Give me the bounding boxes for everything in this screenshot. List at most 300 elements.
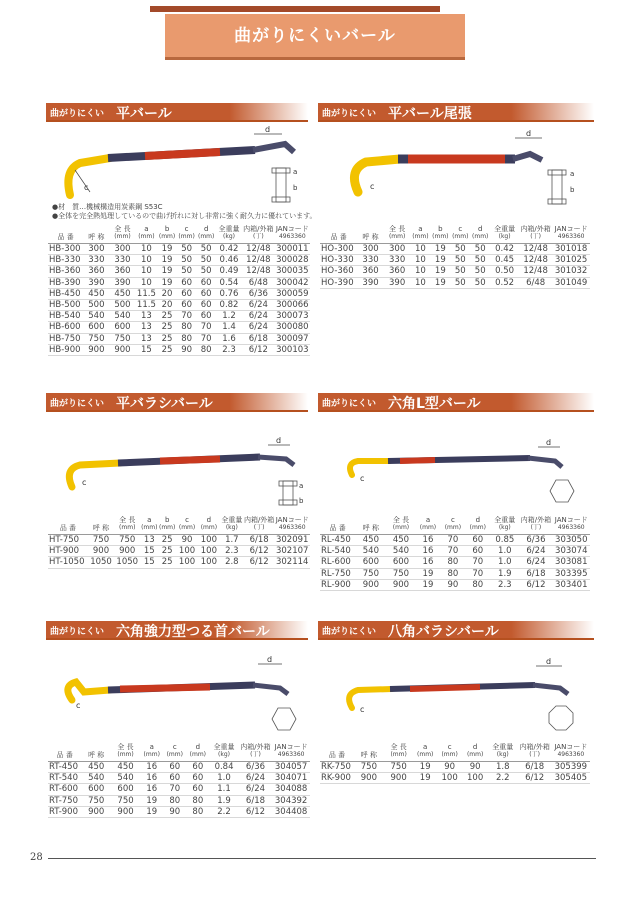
table-row: [48, 535, 310, 546]
table-cell: 12/48: [242, 266, 275, 277]
col-c: c (mm): [177, 224, 197, 244]
col-length: 全 長 (mm): [386, 515, 415, 535]
table-cell: 750: [88, 535, 114, 546]
diagram-label-b: b: [293, 184, 298, 192]
col-jan: JANコード 4963360: [552, 224, 590, 244]
table-cell: 25: [158, 535, 176, 546]
table-cell: 80: [177, 333, 197, 344]
table-cell: 13: [140, 535, 158, 546]
table-cell: 750: [114, 535, 140, 546]
table-cell: 25: [158, 546, 176, 557]
table-cell: 302091: [275, 535, 309, 546]
table-cell: 60: [196, 299, 216, 310]
table-cell: 6/48: [519, 277, 552, 288]
model-cell: RT-450: [48, 762, 82, 773]
table-cell: 330: [109, 255, 135, 266]
table-cell: 300011: [276, 244, 309, 255]
table-cell: 100: [437, 773, 463, 784]
table-cell: 11.5: [136, 300, 156, 311]
col-d: d (mm): [196, 224, 216, 244]
table-cell: 19: [414, 773, 437, 784]
section-flat-bar: [46, 103, 308, 122]
table-cell: 300: [83, 244, 109, 255]
table-row: [320, 546, 590, 557]
table-cell: 10: [136, 244, 158, 255]
table-cell: 540: [386, 546, 415, 557]
table-cell: 50: [470, 244, 490, 255]
table-cell: 1.2: [216, 311, 242, 322]
col-name: 呼 称: [88, 515, 114, 535]
col-a: a (mm): [414, 742, 437, 762]
table-cell: 6/24: [242, 322, 275, 333]
table-cell: 6/36: [242, 288, 275, 299]
table-cell: 70: [196, 322, 216, 333]
table-cell: 750: [354, 762, 384, 773]
table-cell: 390: [83, 277, 109, 288]
table-cell: 1.4: [216, 322, 242, 333]
table-cell: 540: [355, 546, 386, 557]
table-cell: 6/24: [519, 546, 552, 557]
col-length: 全 長 (mm): [384, 224, 411, 244]
table-row: [48, 762, 310, 773]
col-b: b (mm): [430, 224, 450, 244]
table-row: [320, 255, 590, 266]
table-cell: 10: [136, 255, 158, 266]
table-cell: 360: [109, 266, 135, 277]
table-cell: 6/12: [519, 579, 552, 590]
table-cell: 2.3: [216, 344, 242, 355]
model-cell: HB-450: [48, 288, 83, 299]
table-cell: 20: [157, 299, 177, 310]
col-weight: 全重量 (kg): [220, 515, 244, 535]
col-model: 品 番: [48, 742, 82, 762]
table-cell: 10: [136, 266, 158, 277]
flat-bar-illustration: [50, 125, 312, 212]
table-cell: 6/24: [242, 299, 275, 310]
col-length: 全 長 (mm): [111, 742, 140, 762]
model-cell: RL-540: [320, 546, 355, 557]
table-cell: 70: [163, 784, 186, 795]
table-cell: 750: [386, 568, 415, 579]
model-cell: HT-1050: [48, 557, 88, 568]
table-cell: 1.7: [220, 535, 244, 546]
table-cell: 0.50: [490, 266, 519, 277]
table-cell: 450: [355, 535, 386, 546]
model-cell: HB-330: [48, 255, 83, 266]
table-cell: 80: [186, 806, 209, 817]
table-cell: 50: [470, 266, 490, 277]
table-cell: 0.82: [216, 299, 242, 310]
col-weight: 全重量 (kg): [490, 515, 519, 535]
table-cell: 304392: [272, 795, 310, 806]
table-cell: 80: [196, 344, 216, 355]
table-cell: 25: [157, 344, 177, 355]
table-cell: 6/18: [518, 762, 552, 773]
table-cell: 80: [163, 795, 186, 806]
section-header: [46, 103, 308, 122]
model-cell: HO-360: [320, 266, 357, 277]
table-cell: 6/24: [242, 311, 275, 322]
table-row: [48, 288, 310, 299]
table-cell: 300059: [276, 288, 309, 299]
table-row: [320, 277, 590, 288]
table-cell: 360: [357, 266, 384, 277]
table-row: [48, 255, 310, 266]
table-cell: 0.85: [490, 535, 519, 546]
flat-bar-owari-illustration: [330, 129, 592, 214]
diagram-label-a: a: [293, 168, 298, 176]
table-cell: 1.0: [209, 773, 238, 784]
table-cell: 303081: [553, 557, 590, 568]
col-model: 品 番: [320, 742, 354, 762]
table-row: [320, 773, 590, 784]
heat-treatment-note: ●全体を完全熱処理しているので曲げ折れに対し非常に強く耐久力に優れています。: [52, 212, 317, 220]
spec-table-rt: [48, 742, 310, 818]
table-cell: 600: [83, 322, 109, 333]
svg-text:d: d: [276, 436, 282, 445]
table-cell: 19: [416, 579, 441, 590]
table-cell: 304088: [272, 784, 310, 795]
table-cell: 19: [140, 806, 163, 817]
material-note: ●材 質…機械構造用炭素鋼 S53C: [52, 203, 163, 211]
table-cell: 303074: [553, 546, 590, 557]
table-row: [320, 762, 590, 773]
model-cell: HB-300: [48, 244, 83, 255]
svg-text:d: d: [546, 657, 552, 666]
section-name: 平バラシバール: [116, 396, 213, 412]
table-cell: 600: [355, 557, 386, 568]
table-cell: 10: [410, 255, 430, 266]
table-cell: 90: [176, 535, 198, 546]
col-c: c (mm): [440, 515, 465, 535]
table-cell: 6/24: [239, 773, 273, 784]
table-cell: 16: [416, 535, 441, 546]
table-cell: 750: [83, 333, 109, 344]
table-cell: 6/12: [244, 557, 275, 568]
table-cell: 390: [384, 277, 411, 288]
model-cell: HB-900: [48, 344, 83, 355]
col-name: 呼 称: [357, 224, 384, 244]
table-cell: 50: [450, 266, 470, 277]
table-cell: 1.1: [209, 784, 238, 795]
table-cell: 12/48: [519, 244, 552, 255]
table-cell: 50: [470, 255, 490, 266]
table-row: [48, 333, 310, 344]
table-header-row: [48, 515, 310, 535]
col-length: 全 長 (mm): [384, 742, 414, 762]
table-cell: 19: [157, 255, 177, 266]
table-cell: 60: [186, 762, 209, 773]
table-row: [48, 806, 310, 817]
col-weight: 全重量 (kg): [488, 742, 518, 762]
table-cell: 450: [83, 288, 109, 299]
col-weight: 全重量 (kg): [490, 224, 519, 244]
svg-text:d: d: [267, 655, 273, 664]
table-cell: 11.5: [136, 288, 156, 299]
table-cell: 80: [465, 579, 490, 590]
col-a: a (mm): [140, 742, 163, 762]
col-model: 品 番: [320, 224, 357, 244]
col-weight: 全重量 (kg): [209, 742, 238, 762]
table-cell: 1.9: [209, 795, 238, 806]
col-name: 呼 称: [83, 224, 109, 244]
col-box: 内箱/外箱 (丁): [519, 224, 552, 244]
col-box: 内箱/外箱 (丁): [242, 224, 275, 244]
table-cell: 50: [196, 255, 216, 266]
model-cell: HO-300: [320, 244, 357, 255]
table-row: [320, 557, 590, 568]
table-cell: 70: [440, 535, 465, 546]
model-cell: HB-600: [48, 322, 83, 333]
table-cell: 330: [83, 255, 109, 266]
table-cell: 50: [177, 244, 197, 255]
table-cell: 500: [109, 299, 135, 310]
table-row: [320, 266, 590, 277]
col-model: 品 番: [48, 515, 88, 535]
table-cell: 305399: [552, 762, 590, 773]
table-cell: 12/48: [519, 255, 552, 266]
svg-text:c: c: [360, 705, 365, 714]
table-cell: 19: [430, 255, 450, 266]
table-cell: 80: [186, 795, 209, 806]
col-d: d (mm): [470, 224, 490, 244]
table-cell: 360: [83, 266, 109, 277]
section-flat-demolition-bar: [46, 393, 308, 412]
table-cell: 90: [163, 806, 186, 817]
table-cell: 2.3: [220, 546, 244, 557]
table-cell: 1.0: [490, 557, 519, 568]
table-cell: 60: [177, 288, 197, 299]
table-row: [320, 535, 590, 546]
table-cell: 90: [177, 344, 197, 355]
section-subtitle: 曲がりにくい: [322, 109, 377, 119]
table-cell: 301032: [552, 266, 590, 277]
table-cell: 50: [450, 255, 470, 266]
diagram-label-c: c: [84, 183, 89, 192]
table-cell: 60: [163, 762, 186, 773]
table-cell: 70: [196, 333, 216, 344]
table-cell: 6/24: [519, 557, 552, 568]
col-jan: JANコード 4963360: [552, 742, 590, 762]
table-cell: 900: [111, 806, 140, 817]
table-cell: 60: [196, 311, 216, 322]
table-header-row: [320, 515, 590, 535]
table-cell: 10: [410, 244, 430, 255]
table-cell: 12/48: [242, 255, 275, 266]
model-cell: RT-900: [48, 806, 82, 817]
svg-text:c: c: [370, 182, 375, 191]
table-cell: 6/24: [239, 784, 273, 795]
table-cell: 12/48: [519, 266, 552, 277]
table-cell: 13: [136, 311, 158, 322]
svg-text:a: a: [570, 170, 575, 178]
table-cell: 20: [157, 288, 177, 299]
table-cell: 90: [440, 579, 465, 590]
table-row: [48, 266, 310, 277]
col-jan: JANコード 4963360: [553, 515, 590, 535]
col-d: d (mm): [465, 515, 490, 535]
table-cell: 60: [196, 277, 216, 288]
table-cell: 90: [437, 762, 463, 773]
table-cell: 19: [416, 568, 441, 579]
col-d: d (mm): [462, 742, 488, 762]
col-name: 呼 称: [354, 742, 384, 762]
table-cell: 10: [410, 277, 430, 288]
svg-text:c: c: [360, 474, 365, 483]
model-cell: RK-750: [320, 762, 354, 773]
table-cell: 0.76: [216, 288, 242, 299]
table-cell: 540: [83, 311, 109, 322]
table-cell: 303395: [553, 568, 590, 579]
svg-text:d: d: [546, 438, 552, 447]
table-cell: 1050: [114, 557, 140, 568]
table-row: [48, 322, 310, 333]
table-cell: 0.42: [490, 244, 519, 255]
table-cell: 1.8: [488, 762, 518, 773]
col-name: 呼 称: [355, 515, 386, 535]
table-cell: 301018: [552, 244, 590, 255]
table-cell: 25: [157, 322, 177, 333]
section-hex-gooseneck-bar: [46, 621, 308, 640]
col-a: a (mm): [140, 515, 158, 535]
table-cell: 600: [82, 784, 111, 795]
section-subtitle: 曲がりにくい: [50, 399, 105, 409]
section-name: 六角L型バール: [388, 396, 481, 412]
table-row: [48, 546, 310, 557]
table-cell: 50: [196, 244, 216, 255]
section-flat-bar-owari: [318, 103, 594, 122]
table-cell: 390: [109, 277, 135, 288]
table-cell: 304057: [272, 762, 310, 773]
table-cell: 600: [111, 784, 140, 795]
hex-gooseneck-bar-illustration: [50, 652, 312, 737]
spec-table-ho: [320, 224, 590, 289]
model-cell: HB-540: [48, 311, 83, 322]
model-cell: HT-750: [48, 535, 88, 546]
table-cell: 70: [465, 568, 490, 579]
table-cell: 16: [140, 784, 163, 795]
table-cell: 60: [177, 299, 197, 310]
spec-table-rl: [320, 515, 590, 591]
col-a: a (mm): [410, 224, 430, 244]
section-name: 平バール尾張: [388, 106, 472, 122]
col-box: 内箱/外箱 (丁): [519, 515, 552, 535]
table-cell: 0.42: [216, 244, 242, 255]
table-cell: 16: [140, 762, 163, 773]
table-cell: 19: [157, 244, 177, 255]
table-cell: 500: [83, 299, 109, 310]
table-cell: 6/18: [239, 795, 273, 806]
table-row: [320, 579, 590, 590]
table-cell: 60: [186, 784, 209, 795]
col-a: a (mm): [136, 224, 158, 244]
table-cell: 300066: [276, 300, 309, 311]
col-c: c (mm): [437, 742, 463, 762]
section-header: [318, 621, 594, 640]
col-box: 内箱/外箱 (丁): [518, 742, 552, 762]
table-cell: 303401: [553, 579, 590, 590]
table-cell: 80: [177, 322, 197, 333]
model-cell: HB-390: [48, 277, 83, 288]
model-cell: RK-900: [320, 773, 354, 784]
table-row: [48, 299, 310, 310]
table-cell: 300028: [276, 255, 309, 266]
spec-table-ht: [48, 515, 310, 569]
table-cell: 900: [384, 773, 414, 784]
table-cell: 15: [136, 344, 158, 355]
table-cell: 900: [386, 579, 415, 590]
model-cell: RL-750: [320, 568, 355, 579]
table-cell: 390: [357, 277, 384, 288]
table-cell: 450: [82, 762, 111, 773]
page-title: 曲がりにくいバール: [165, 14, 465, 60]
table-cell: 60: [196, 288, 216, 299]
table-cell: 80: [440, 557, 465, 568]
col-box: 内箱/外箱 (丁): [244, 515, 275, 535]
table-cell: 900: [82, 806, 111, 817]
table-cell: 900: [83, 344, 109, 355]
table-cell: 6/18: [519, 568, 552, 579]
svg-text:c: c: [82, 478, 87, 487]
svg-text:d: d: [526, 129, 532, 138]
table-cell: 60: [177, 277, 197, 288]
table-header-row: [48, 224, 310, 244]
table-cell: 900: [354, 773, 384, 784]
spec-table-rk: [320, 742, 590, 784]
table-cell: 750: [384, 762, 414, 773]
table-cell: 900: [109, 344, 135, 355]
table-cell: 90: [462, 762, 488, 773]
table-cell: 25: [157, 333, 177, 344]
table-cell: 540: [109, 311, 135, 322]
footer-rule: [48, 858, 596, 859]
table-cell: 19: [430, 244, 450, 255]
table-cell: 70: [465, 557, 490, 568]
table-cell: 16: [416, 557, 441, 568]
table-cell: 304071: [272, 773, 310, 784]
table-cell: 540: [111, 773, 140, 784]
table-cell: 300103: [276, 344, 309, 355]
model-cell: HB-500: [48, 299, 83, 310]
table-cell: 600: [386, 557, 415, 568]
table-cell: 6/18: [244, 535, 275, 546]
table-cell: 25: [158, 557, 176, 568]
table-cell: 19: [430, 266, 450, 277]
hex-l-bar-illustration: [330, 425, 592, 515]
section-header: [46, 393, 308, 412]
col-d: d (mm): [198, 515, 220, 535]
col-weight: 全重量 (kg): [216, 224, 242, 244]
diagram-label-d: d: [265, 125, 271, 134]
section-subtitle: 曲がりにくい: [50, 109, 105, 119]
table-cell: 100: [462, 773, 488, 784]
table-cell: 2.3: [490, 579, 519, 590]
section-name: 六角強力型つる首バール: [116, 624, 270, 640]
table-cell: 2.2: [488, 773, 518, 784]
col-b: b (mm): [158, 515, 176, 535]
table-cell: 16: [140, 773, 163, 784]
model-cell: HB-750: [48, 333, 83, 344]
table-cell: 900: [88, 546, 114, 557]
table-row: [320, 244, 590, 255]
page-number: 28: [30, 852, 43, 863]
table-cell: 450: [109, 288, 135, 299]
table-cell: 900: [114, 546, 140, 557]
table-row: [48, 795, 310, 806]
section-subtitle: 曲がりにくい: [322, 399, 377, 409]
table-cell: 300: [357, 244, 384, 255]
svg-text:c: c: [76, 701, 81, 710]
